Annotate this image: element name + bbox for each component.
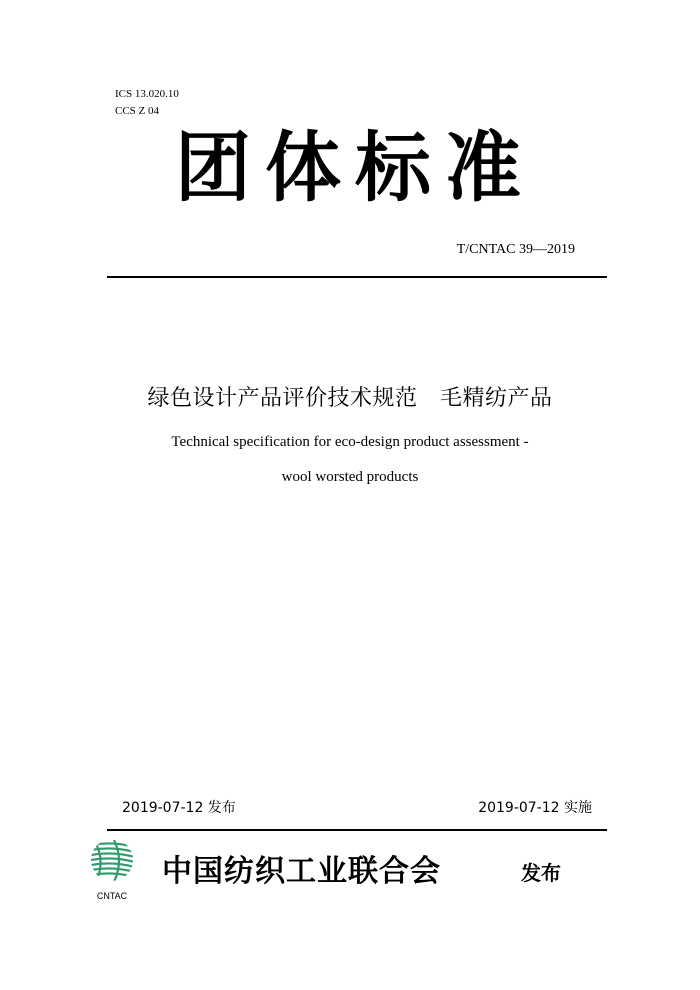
publisher-name: 中国纺织工业联合会 (162, 854, 441, 889)
title-english-line1: Technical specification for eco-design product assessment - (171, 434, 529, 450)
standard-code: T/CNTAC 39—2019 (456, 242, 575, 257)
classification-codes (115, 86, 179, 120)
cntac-logo-icon (84, 838, 140, 902)
title-chinese: 绿色设计产品评价技术规范 毛精纺产品 (147, 386, 553, 411)
title-english-line2: wool worsted products (281, 469, 419, 485)
publish-label: 发布 (521, 861, 561, 885)
bottom-divider (107, 829, 607, 831)
ccs-code: CCS Z 04 (115, 105, 160, 117)
top-divider (107, 276, 607, 278)
ics-code: ICS 13.020.10 (115, 88, 179, 100)
standard-type-title: 团体标准 (175, 123, 535, 212)
implement-date: 2019-07-12 实施 (478, 800, 592, 816)
logo-text: CNTAC (96, 891, 128, 901)
cntac-logo (84, 838, 140, 902)
issue-date: 2019-07-12 发布 (122, 800, 236, 816)
